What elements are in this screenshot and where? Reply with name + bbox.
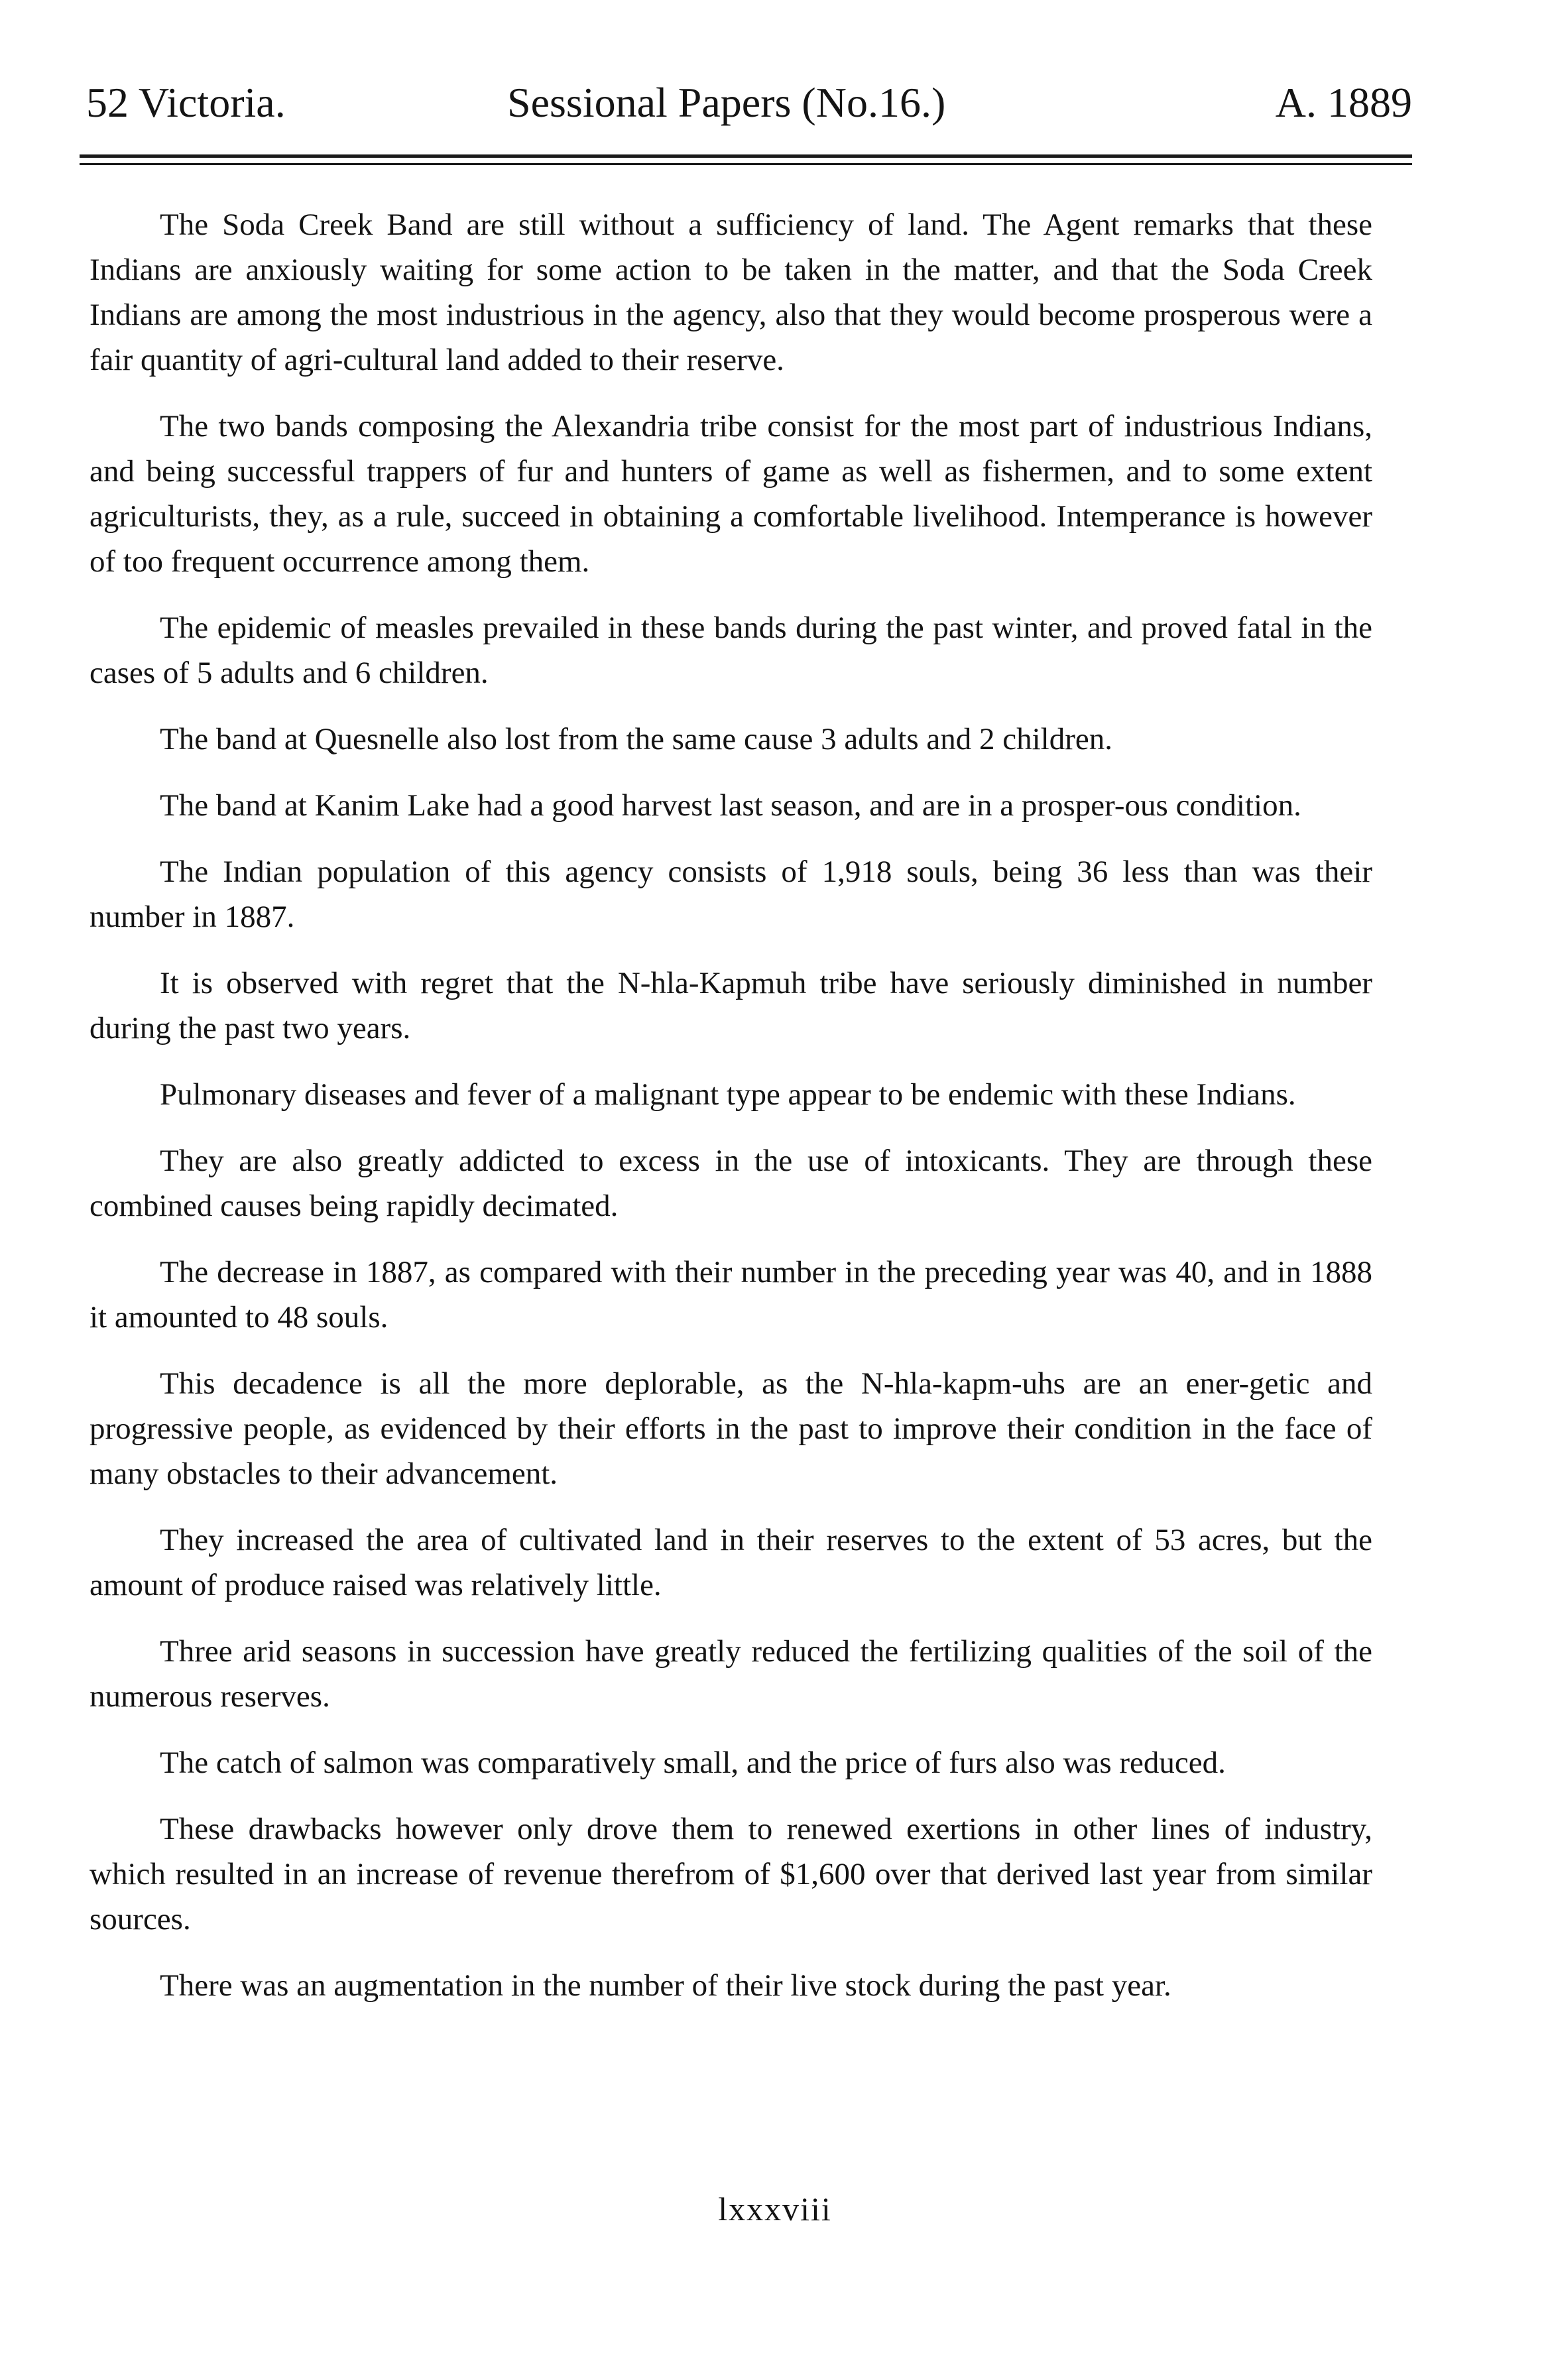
paragraph: The Soda Creek Band are still without a sufficiency of land. The Agent remarks that these Indians are anxiously waiting for some action to be taken in the matter, and that the Soda Creek Indians are among the most industrious in the agency, also that they would become prosperous were a fair quantity of agri-cultural land added to their reserve. bbox=[89, 208, 1372, 377]
paragraph: Pulmonary diseases and fever of a malignant type appear to be endemic with these Indians. bbox=[160, 1077, 1296, 1112]
paragraph: The epidemic of measles prevailed in these bands during the past winter, and proved fatal in the cases of 5 adults and 6 children. bbox=[89, 611, 1372, 690]
paragraph: This decadence is all the more deplorable, as the N-hla-kapm-uhs are an ener-getic and progressive people, as evidenced by their efforts in the past to improve their condition in the face of many obstacles to their advancement. bbox=[89, 1366, 1372, 1491]
header-title: Sessional Papers (No.16.) bbox=[507, 79, 946, 126]
paragraph: There was an augmentation in the number of their live stock during the past year. bbox=[160, 1968, 1171, 2003]
paragraph: The catch of salmon was comparatively small, and the price of furs also was reduced. bbox=[160, 1746, 1226, 1780]
paragraph: These drawbacks however only drove them to renewed exertions in other lines of industry, which resulted in an increase of revenue therefrom of $1,600 over that derived last year from similar sources. bbox=[89, 1812, 1372, 1936]
header-rule-thin bbox=[80, 163, 1412, 165]
paragraph: The band at Quesnelle also lost from the same cause 3 adults and 2 children. bbox=[160, 722, 1112, 756]
paragraph: Three arid seasons in succession have greatly reduced the fertilizing qualities of the soil of the numerous reserves. bbox=[89, 1634, 1372, 1714]
page-number: lxxxviii bbox=[718, 2190, 832, 2228]
page-header bbox=[73, 73, 1412, 133]
paragraph: The band at Kanim Lake had a good harvest last season, and are in a prosper-ous condition. bbox=[160, 788, 1301, 823]
paragraph: The two bands composing the Alexandria tribe consist for the most part of industrious Indians, and being successful trappers of fur and hunters of game as well as fishermen, and to some extent agriculturists, they, as a rule, succeed in obtaining a comfortable livelihood. Intemperance is however of too frequent occurrence among them. bbox=[89, 409, 1372, 579]
header-year: A. 1889 bbox=[1275, 79, 1412, 126]
paragraph: They increased the area of cultivated land in their reserves to the extent of 53 acres, but the amount of produce raised was relatively little. bbox=[89, 1523, 1372, 1602]
body-text bbox=[89, 202, 1372, 2029]
paragraph: The decrease in 1887, as compared with their number in the preceding year was 40, and in 1888 it amounted to 48 souls. bbox=[89, 1255, 1372, 1335]
paragraph: They are also greatly addicted to excess in the use of intoxicants. They are through these combined causes being rapidly decimated. bbox=[89, 1144, 1372, 1223]
paragraph: The Indian population of this agency consists of 1,918 souls, being 36 less than was their number in 1887. bbox=[89, 855, 1372, 934]
header-session: 52 Victoria. bbox=[86, 79, 286, 126]
header-rule-thick bbox=[80, 154, 1412, 158]
paragraph: It is observed with regret that the N-hla-Kapmuh tribe have seriously diminished in number during the past two years. bbox=[89, 966, 1372, 1045]
